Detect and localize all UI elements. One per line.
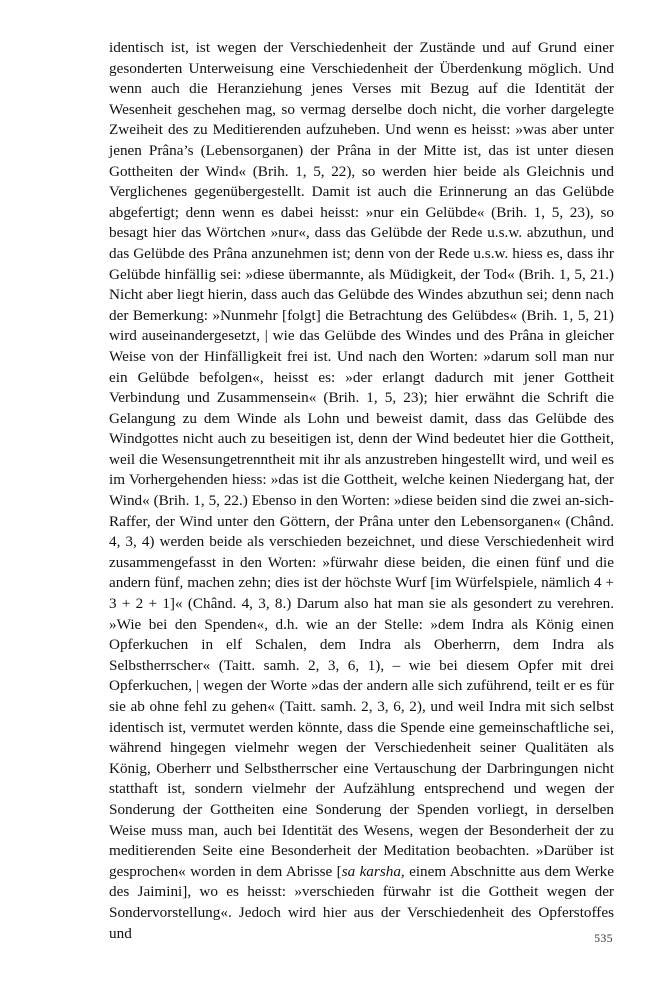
italic-term: sa karsha, bbox=[341, 862, 405, 880]
paragraph bbox=[109, 38, 614, 944]
paragraph-text-tail: einem Abschnitte aus dem Werke des Jaimini], wo es heisst: »verschieden fürwahr ist die Gottheit wegen der Sondervorstellung«. Jedoch wird hier aus der Verschiedenheit des Opferstoffes und bbox=[109, 862, 614, 942]
paragraph-text: identisch ist, ist wegen der Verschiedenheit der Zustände und auf Grund einer gesonderten Unterweisung eine Verschiedenheit der Überdenkung möglich. Und wenn auch die Heranziehung jenes Verses mit Bezug auf die Identität der Wesenheit geschehen mag, so vermag derselbe doch nicht, die vorher dargelegte Zweiheit des zu Meditierenden aufzuheben. Und wenn es heisst: »was aber unter jenen Prâna’s (Lebensorganen) der Prâna in der Mitte ist, das ist unter diesen Gottheiten der Wind« (Brih. 1, 5, 22), so werden hier beide als Gleichnis und Verglichenes gegenübergestellt. Damit ist auch die Erinnerung an das Gelübde abgefertigt; denn wenn es dabei heisst: »nur ein Gelübde« (Brih. 1, 5, 23), so besagt hier das Wörtchen »nur«, dass das Gelübde der Rede u.s.w. abzuthun, und das Gelübde des Prâna anzunehmen ist; denn von der Rede u.s.w. hiess es, dass ihr Gelübde hinfällig sei: »diese übermannte, als Müdigkeit, der Tod« (Brih. 1, 5, 21.) Nicht aber liegt hierin, dass auch das Gelübde des Windes abzuthun sei; denn nach der Bemerkung: »Nunmehr [folgt] die Betrachtung des Gelübdes« (Brih. 1, 5, 21) wird auseinandergesetzt, | wie das Gelübde des Windes und des Prâna in gleicher Weise von der Hinfälligkeit frei ist. Und nach den Worten: »darum soll man nur ein Gelübde befolgen«, heisst es: »der erlangt dadurch mit jener Gottheit Verbindung und Zusammensein« (Brih. 1, 5, 23); hier erwähnt die Schrift die Gelangung zu dem Winde als Lohn und beweist damit, dass das Gelübde des Windgottes nicht auch zu beseitigen ist, denn der Wind bedeutet hier die Gottheit, weil die Wesensungetrenntheit mit ihr als anzustreben hingestellt wird, und weil es im Vorhergehenden hiess: »das ist die Gottheit, welche keinen Niedergang hat, der Wind« (Brih. 1, 5, 22.) Ebenso in den Worten: »diese beiden sind die zwei an-sich-Raffer, der Wind unter den Göttern, der Prâna unter den Lebensorganen« (Chând. 4, 3, 4) werden beide als verschieden bezeichnet, und diese Verschiedenheit wird zusammengefasst in den Worten: »fürwahr diese beiden, die einen fünf und die andern fünf, machen zehn; dies ist der höchste Wurf [im Würfelspiele, nämlich 4 + 3 + 2 + 1]« (Chând. 4, 3, 8.) Darum also hat man sie als gesondert zu verehren. »Wie bei den Spenden«, d.h. wie an der Stelle: »dem Indra als König einen Opferkuchen in elf Schalen, dem Indra als Oberherrn, dem Indra als Selbstherrscher« (Taitt. samh. 2, 3, 6, 1), – wie bei diesem Opfer mit drei Opferkuchen, | wegen der Worte »das der andern alle sich zuführend, teilt er es für sie ab ohne fehl zu gehen« (Taitt. samh. 2, 3, 6, 2), und weil Indra mit sich selbst identisch ist, vermutet werden könnte, dass die Spende eine gemeinschaftliche sei, während hingegen vielmehr wegen der Verschiedenheit seiner Qualitäten als König, Oberherr und Selbstherrscher eine Vertauschung der Darbringungen nicht statthaft ist, sondern vielmehr der Aufzählung entsprechend und wegen der Sonderung der Gottheiten eine Sonderung der Spenden vorliegt, in derselben Weise muss man, auch bei Identität des Wesens, wegen der Besonderheit der zu meditierenden Seite eine Besonderheit der Meditation beobachten. »Darüber ist gesprochen« worden in dem Abrisse [ bbox=[109, 39, 614, 880]
body-text bbox=[109, 38, 614, 944]
page-number: 535 bbox=[594, 933, 613, 945]
